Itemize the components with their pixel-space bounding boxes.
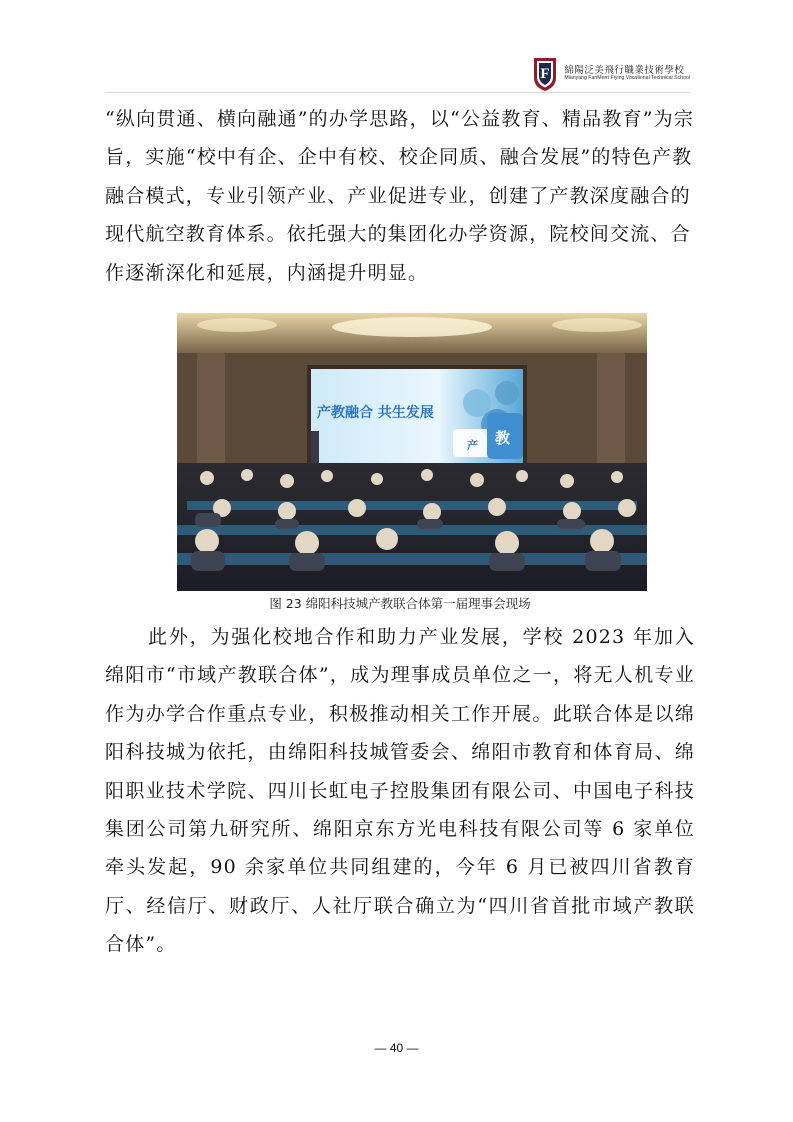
page-header [531,54,690,94]
screen-slogan: 产教融合 共生发展 [317,405,434,421]
screen-puzzle-char-2: 教 [495,429,511,447]
school-logo [531,56,559,92]
page-number: — 40 — [374,1041,419,1055]
header-divider [105,92,690,93]
school-name-en: Mianyang FanMerri Flying Vocational Technical School [564,75,690,82]
figure-caption: 图 23 绵阳科技城产教联合体第一届理事会现场 [269,596,531,611]
screen-puzzle-char-1: 产 [467,439,478,452]
conference-photo [177,313,647,591]
logo-letter: F [540,66,550,82]
paragraph-2: 此外，为强化校地合作和助力产业发展，学校 2023 年加入绵阳市“市域产教联合体”，成为理事成员单位之一，将无人机专业作为办学合作重点专业，积极推动相关工作开展。此联合体是以绵阳科技城为依托，由绵阳科技城管委会、绵阳市教育和体育局、绵阳职业技术学院、四川长虹电子控股集团有限公司、中国电子科技集团公司第九研究所、绵阳京东方光电科技有限公司等 6 家单位牵头发起，90 余家单位共同组建的，今年 6 月已被四川省教育厅、经信厅、财政厅、人社厅联合确立为“四川省首批市域产教联合体”。 [105,626,695,956]
school-name-cn: 綿陽泛美飛行職業技術學校 [564,64,685,76]
paragraph-1: “纵向贯通、横向融通”的办学思路，以“公益教育、精品教育”为宗旨，实施“校中有企、企中有校、校企同质、融合发展”的特色产教融合模式，专业引领产业、产业促进专业，创建了产教深度融合的现代航空教育体系。依托强大的集团化办学资源，院校间交流、合作逐渐深化和延展，内涵提升明显。 [105,108,695,284]
